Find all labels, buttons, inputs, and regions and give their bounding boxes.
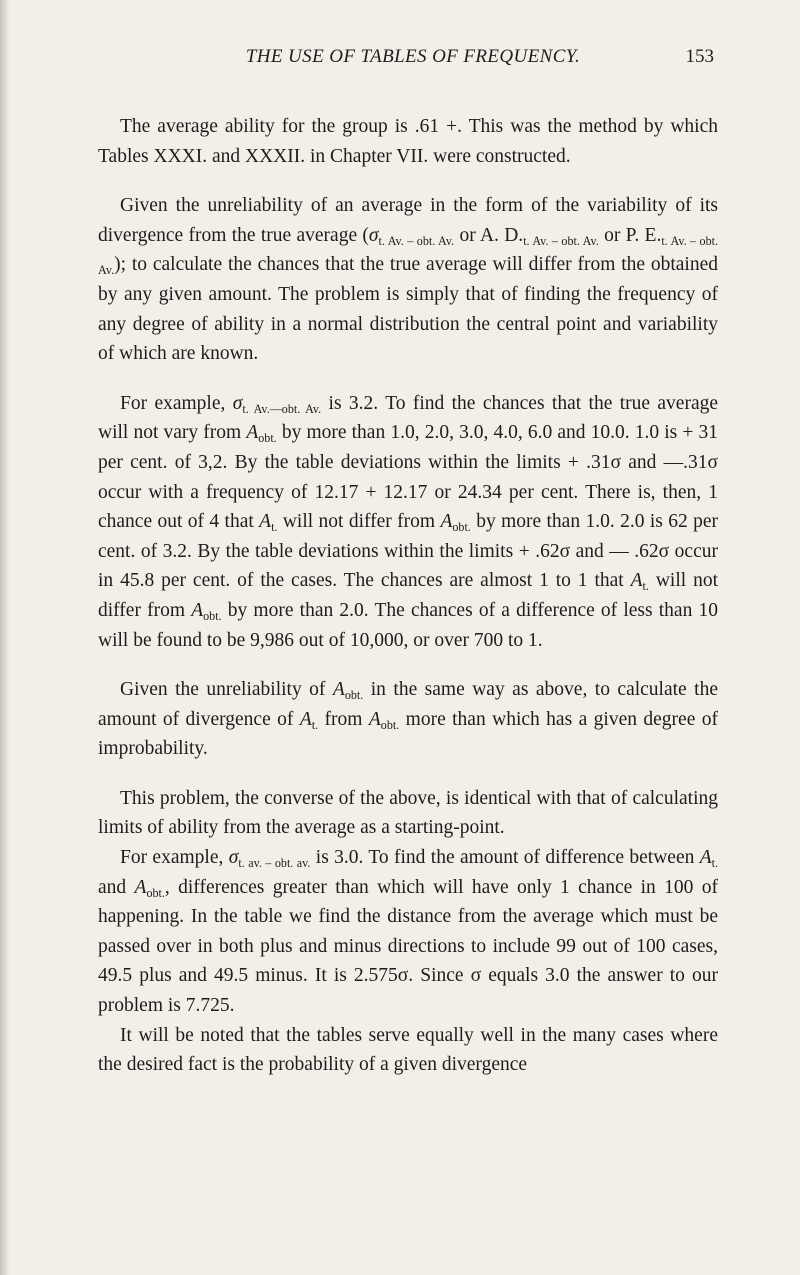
paragraph-2	[98, 191, 718, 369]
paragraph-4-text-b: in the same way as above, to calculate the amount of divergence of	[98, 679, 718, 730]
subscript: t. av. – obt. av.	[238, 856, 311, 871]
paragraph-4-text-c: from	[318, 708, 369, 730]
page-header	[112, 46, 714, 76]
math-symbol-a: A	[246, 422, 259, 444]
subscript: t.	[711, 856, 719, 871]
paragraph-2-text-a: Given the unreliability of an average in the form of the variability of its divergence from the true average (	[98, 195, 718, 246]
paragraph-3-text-a: For example,	[120, 392, 233, 414]
paragraph-2-text-c: or P. E.	[598, 224, 662, 246]
paragraph-6-text-b: is 3.0. To find the amount of difference between	[310, 847, 700, 869]
paragraph-3-text-c: by more than 1.0, 2.0, 3.0, 4.0, 6.0 and 10.0. 1.0 is + 31 per cent. of 3,2. By the table deviations within the limits + .31σ and —.31σ occur with a frequency of 12.17 + 12.17 or 24.34 per cent. There is, then, 1 chance out of 4 that	[98, 422, 718, 533]
subscript: t. Av. – obt. Av.	[378, 234, 455, 248]
subscript: t. Av. – obt. Av.	[98, 234, 719, 278]
paragraph-4-text-d: more than which has a given degree of improbability.	[98, 708, 719, 760]
subscript: t. Av.—obt. Av.	[242, 401, 322, 416]
math-symbol-a: A	[368, 708, 381, 730]
paragraph-3	[98, 389, 718, 655]
paragraph-6	[98, 843, 718, 1021]
math-symbol-a: A	[259, 511, 272, 533]
sigma-symbol: σ	[228, 847, 239, 869]
paragraph-3-text-f: will not differ from	[98, 570, 718, 621]
sigma-symbol: σ	[368, 224, 379, 246]
subscript: t.	[311, 717, 319, 732]
paragraph-3-text-g: by more than 2.0. The chances of a difference of less than 10 will be found to be 9,986 out of 10,000, or over 700 to 1.	[98, 599, 718, 651]
subscript: obt.	[380, 717, 400, 732]
paragraph-3-text-b: is 3.2. To find the chances that the true average will not vary from	[98, 392, 719, 444]
math-symbol-a: A	[299, 708, 312, 730]
subscript: obt.	[146, 885, 165, 900]
math-symbol-a: A	[440, 511, 453, 533]
paragraph-2-text-b: or A. D.	[454, 224, 524, 246]
paragraph-3-text-e: by more than 1.0. 2.0 is 62 per cent. of 3.2. By the table deviations within the limits + .62σ and — .62σ occur in 45.8 per cent. of the cases. The chances are almost 1 to 1 that	[98, 511, 718, 592]
paragraph-4-text-a: Given the unreliability of	[120, 679, 333, 701]
paragraph-5: This problem, the converse of the above, is identical with that of calculating limits of ability from the average as a starting-point.	[98, 787, 718, 839]
subscript: obt.	[344, 688, 364, 703]
subscript: t.	[271, 520, 278, 535]
page-number: 153	[685, 46, 714, 67]
paragraph-4	[98, 675, 718, 764]
math-symbol-a: A	[630, 570, 643, 592]
paragraph-6-text-a: For example,	[120, 847, 229, 869]
subscript: t. Av. – obt. Av.	[523, 234, 599, 248]
subscript: obt.	[203, 609, 222, 624]
math-symbol-a: A	[191, 599, 204, 621]
paragraph-7: It will be noted that the tables serve equally well in the many cases where the desired fact is the probability of a given divergence	[98, 1024, 718, 1076]
subscript: obt.	[452, 520, 471, 535]
subscript: t.	[642, 579, 649, 594]
math-symbol-a: A	[134, 876, 147, 898]
running-head: THE USE OF TABLES OF FREQUENCY.	[245, 46, 581, 67]
paragraph-3-text-d: will not differ from	[277, 511, 441, 533]
math-symbol-a: A	[699, 847, 712, 869]
body-text	[98, 112, 718, 1080]
paragraph-6-text-d: , differences greater than which will have only 1 chance in 100 of happening. In the table we find the distance from the average which must be passed over in both plus and minus directions to include 99 out of 100 cases, 49.5 plus and 49.5 minus. It is 2.575σ. Since σ equals 3.0 the answer to our problem is 7.725.	[98, 876, 718, 1017]
page-edge-shadow	[0, 0, 10, 1275]
sigma-symbol: σ	[232, 392, 243, 414]
subscript: obt.	[258, 431, 277, 446]
paragraph-6-text-c: and	[98, 876, 135, 898]
paragraph-1: The average ability for the group is .61 +. This was the method by which Tables XXXI. and XXXII. in Chapter VII. were constructed.	[98, 116, 718, 167]
paragraph-2-text-d: ); to calculate the chances that the true average will differ from the obtained by any given amount. The problem is simply that of finding the frequency of any degree of ability in a normal distribution the central point and variability of which are known.	[98, 254, 718, 365]
math-symbol-a: A	[332, 679, 345, 701]
